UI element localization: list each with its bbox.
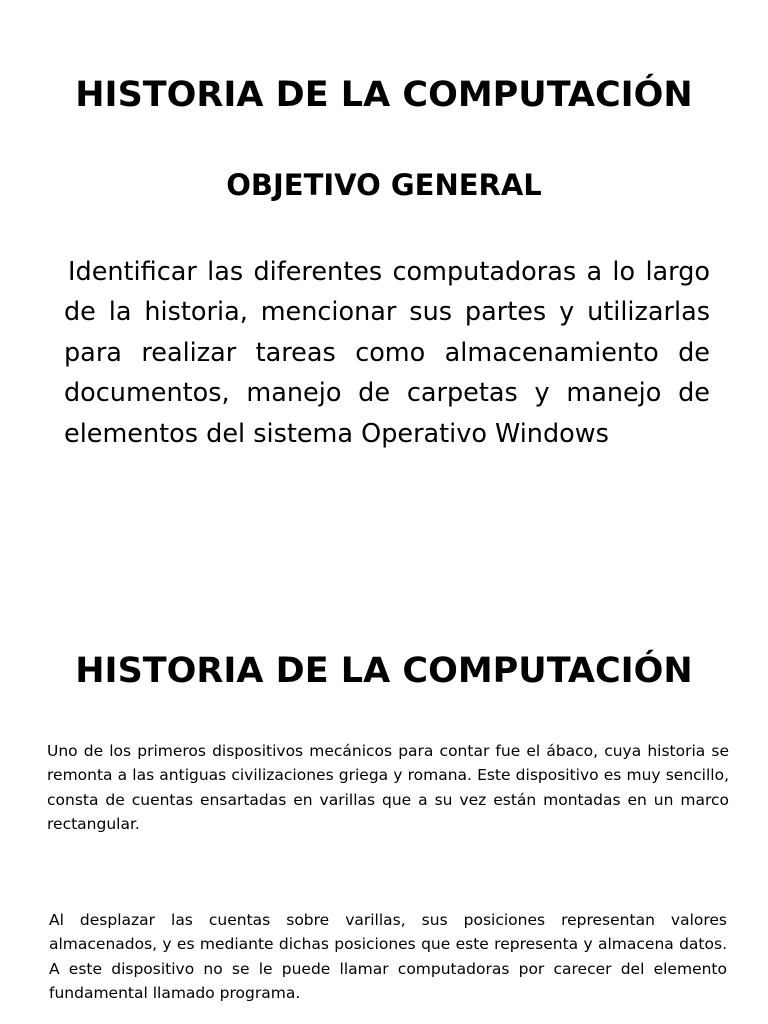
abacus-paragraph: Uno de los primeros dispositivos mecánicos para contar fue el ábaco, cuya historia se remonta a las antiguas civilizaciones griega y romana. Este dispositivo es muy sencillo, consta de cuentas ensartadas en varillas que a su vez están montadas en un marco rectangular. bbox=[47, 741, 729, 833]
abacus-function-paragraph: Al desplazar las cuentas sobre varillas, sus posiciones representan valores almacenados, y es mediante dichas posiciones que este representa y almacena datos. A este dispositivo no se le puede llamar computadoras por carecer del elemento fundamental llamado programa. bbox=[49, 910, 727, 1002]
slide-historia bbox=[0, 512, 768, 1024]
slide-title: HISTORIA DE LA COMPUTACIÓN bbox=[75, 651, 693, 692]
slide-title: HISTORIA DE LA COMPUTACIÓN bbox=[75, 75, 693, 116]
objective-text: Identificar las diferentes computadoras a lo largo de la historia, mencionar sus partes y utilizarlas para realizar tareas como almacenamiento de documentos, manejo de carpetas y manejo de elementos del sistema Operativo Windows bbox=[64, 256, 710, 449]
objective-heading: OBJETIVO GENERAL bbox=[226, 168, 542, 203]
